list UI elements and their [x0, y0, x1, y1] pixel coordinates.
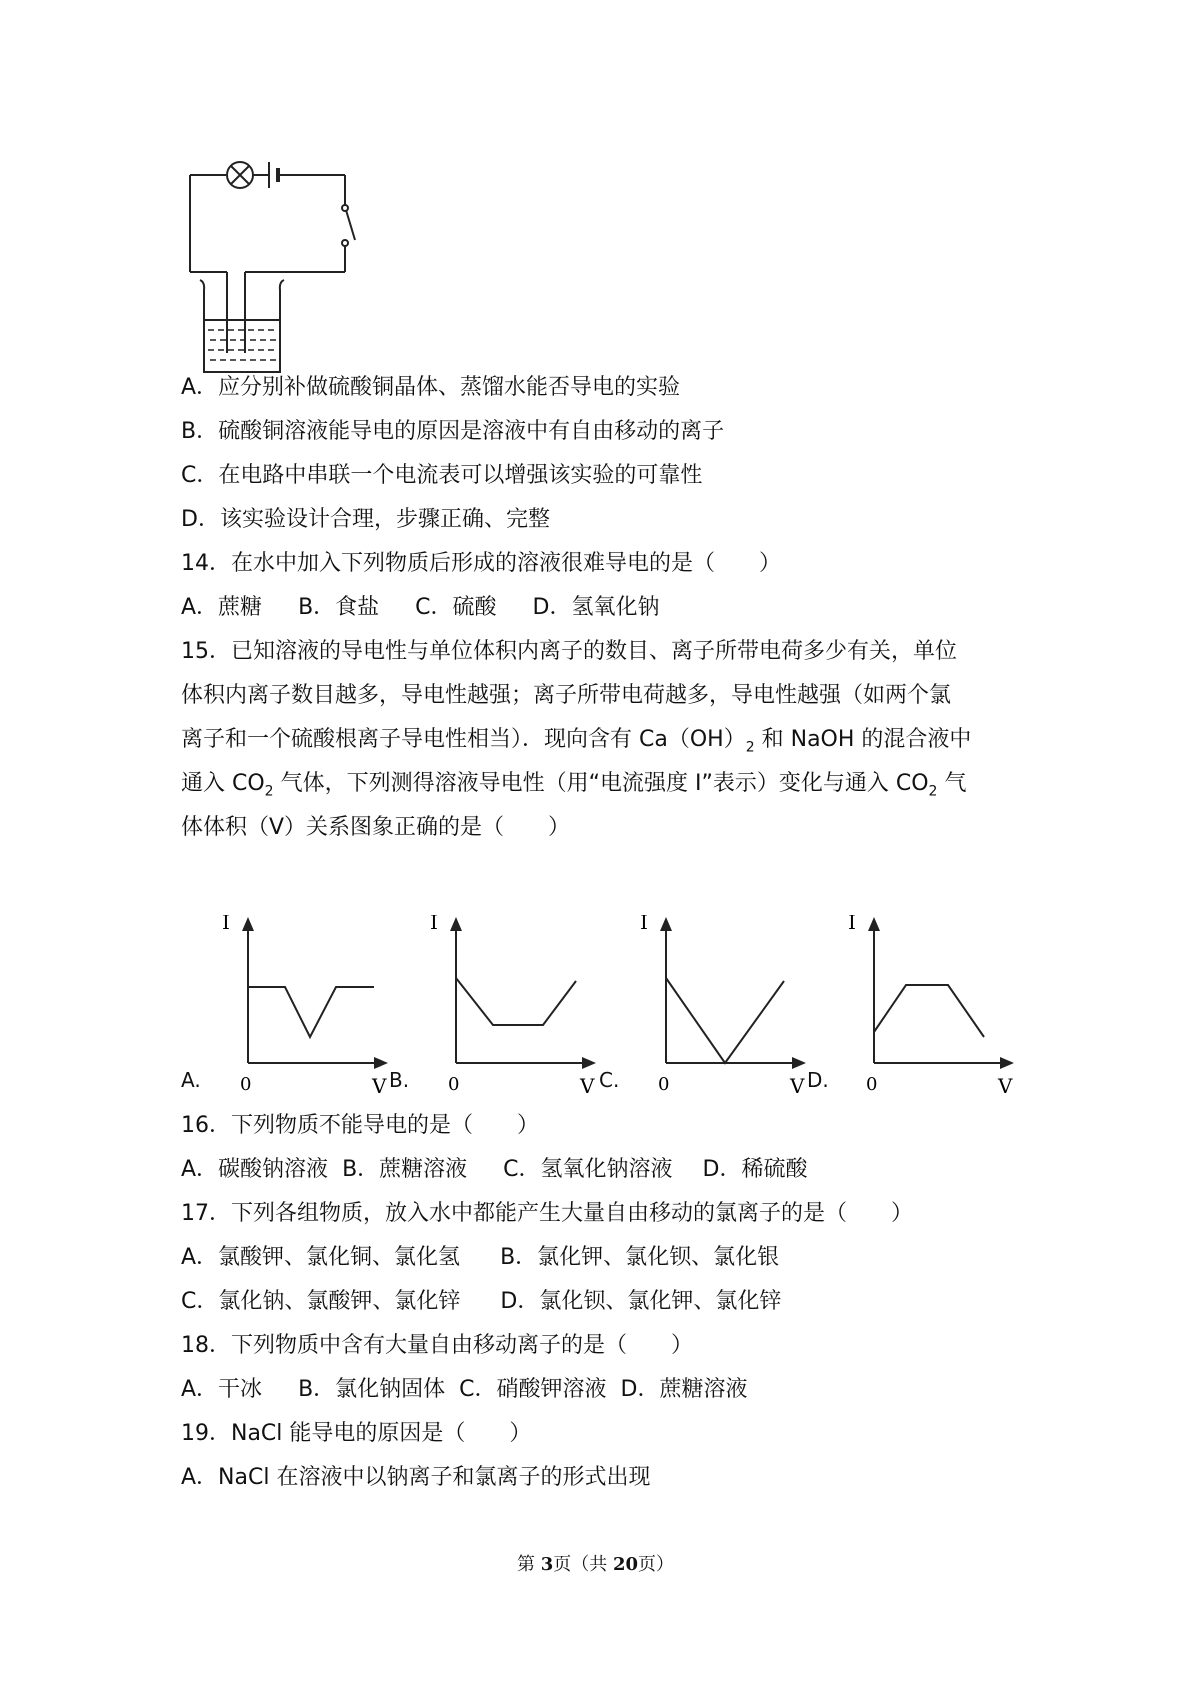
- graph-d-curve: [874, 985, 984, 1037]
- q14-options: [181, 593, 695, 623]
- graph-d: [836, 915, 1016, 1095]
- graph-b: [418, 915, 598, 1095]
- q18-option-b: B．氯化钠固体: [298, 1377, 446, 1402]
- q16-stem: 16．下列物质不能导电的是（ ）: [181, 1113, 539, 1138]
- subscript: 2: [264, 783, 274, 800]
- footer-page-number: 3: [540, 1554, 554, 1575]
- q16-option-a: A．碳酸钠溶液: [181, 1157, 329, 1182]
- origin-label: 0: [658, 1074, 670, 1095]
- origin-label: 0: [448, 1074, 460, 1095]
- q16-option-b: B．蔗糖溶液: [342, 1157, 468, 1182]
- q14-option-a: A．蔗糖: [181, 595, 263, 620]
- graph-a-axes: [248, 929, 376, 1063]
- q15-line-4-mid: 气体，下列测得溶液导电性（用“电流强度 I”表示）变化与通入 CO: [273, 771, 929, 796]
- graph-a: [210, 915, 390, 1095]
- x-axis-label: V: [790, 1074, 805, 1095]
- q17-option-c: C．氯化钠、氯酸钾、氯化锌: [181, 1289, 461, 1314]
- q13-option-d: D．该实验设计合理，步骤正确、完整: [181, 507, 550, 532]
- graph-b-curve: [456, 978, 576, 1025]
- q17-stem: 17．下列各组物质，放入水中都能产生大量自由移动的氯离子的是（ ）: [181, 1201, 913, 1226]
- graph-label-b: B.: [389, 1068, 410, 1092]
- footer-prefix: 第: [516, 1554, 541, 1575]
- q18-option-c: C．硝酸钾溶液: [459, 1377, 607, 1402]
- q17-option-a: A．氯酸钾、氯化铜、氯化氢: [181, 1245, 461, 1270]
- subscript: 2: [928, 783, 938, 800]
- graph-label-d: D.: [807, 1068, 829, 1092]
- q18-option-d: D．蔗糖溶液: [620, 1377, 748, 1402]
- q15-line-2: 体积内离子数目越多，导电性越强；离子所带电荷越多，导电性越强（如两个氯: [181, 683, 952, 708]
- y-axis-label: I: [430, 915, 438, 934]
- circuit-diagram: [170, 140, 370, 400]
- origin-label: 0: [866, 1074, 878, 1095]
- subscript: 2: [745, 739, 755, 756]
- q17-options-line-2: [181, 1287, 817, 1317]
- footer-suffix: 页）: [638, 1554, 675, 1575]
- x-axis-label: V: [580, 1074, 595, 1095]
- graph-a-curve: [248, 987, 374, 1037]
- q15-line-4: [181, 769, 966, 806]
- q14-option-b: B．食盐: [298, 595, 380, 620]
- x-axis-label: V: [998, 1074, 1013, 1095]
- y-axis-label: I: [222, 915, 230, 934]
- q14-option-d: D．氢氧化钠: [532, 595, 660, 620]
- q18-stem: 18．下列物质中含有大量自由移动离子的是（ ）: [181, 1333, 693, 1358]
- q15-line-4-tail: 气: [937, 771, 967, 796]
- q19-option-a: A．NaCl 在溶液中以钠离子和氯离子的形式出现: [181, 1465, 651, 1490]
- graph-label-a: A.: [181, 1068, 201, 1092]
- q15-line-3-tail: 和 NaOH 的混合液中: [754, 727, 972, 752]
- q16-option-d: D．稀硫酸: [702, 1157, 808, 1182]
- footer-total-pages: 20: [612, 1554, 639, 1575]
- q17-options-line-1: [181, 1243, 815, 1273]
- page-footer: [0, 1550, 1191, 1576]
- q15-line-3-text: 离子和一个硫酸根离子导电性相当）．现向含有 Ca（OH）: [181, 727, 746, 752]
- x-axis-label: V: [372, 1074, 387, 1095]
- y-axis-label: I: [640, 915, 648, 934]
- q13-option-b: B．硫酸铜溶液能导电的原因是溶液中有自由移动的离子: [181, 419, 725, 444]
- y-axis-label: I: [848, 915, 856, 934]
- footer-middle: 页（共: [553, 1554, 613, 1575]
- graph-c-curve: [666, 978, 784, 1063]
- q15-line-1: 15．已知溶液的导电性与单位体积内离子的数目、离子所带电荷多少有关，单位: [181, 639, 957, 664]
- q15-line-4-text: 通入 CO: [181, 771, 265, 796]
- origin-label: 0: [240, 1074, 252, 1095]
- q16-options: [181, 1155, 843, 1185]
- q16-option-c: C．氢氧化钠溶液: [503, 1157, 673, 1182]
- q13-option-a: A．应分别补做硫酸铜晶体、蒸馏水能否导电的实验: [181, 375, 681, 400]
- graph-label-c: C.: [599, 1068, 620, 1092]
- q14-option-c: C．硫酸: [415, 595, 497, 620]
- q15-line-5: 体体积（V）关系图象正确的是（ ）: [181, 815, 571, 840]
- q19-stem: 19．NaCl 能导电的原因是（ ）: [181, 1421, 532, 1446]
- graph-c: [628, 915, 808, 1095]
- q13-option-c: C．在电路中串联一个电流表可以增强该实验的可靠性: [181, 463, 703, 488]
- q18-options: [181, 1375, 783, 1405]
- q17-option-b: B．氯化钾、氯化钡、氯化银: [500, 1245, 780, 1270]
- q18-option-a: A．干冰: [181, 1377, 263, 1402]
- q15-line-3: [181, 725, 971, 762]
- q14-stem: 14．在水中加入下列物质后形成的溶液很难导电的是（ ）: [181, 551, 781, 576]
- q17-option-d: D．氯化钡、氯化钾、氯化锌: [500, 1289, 782, 1314]
